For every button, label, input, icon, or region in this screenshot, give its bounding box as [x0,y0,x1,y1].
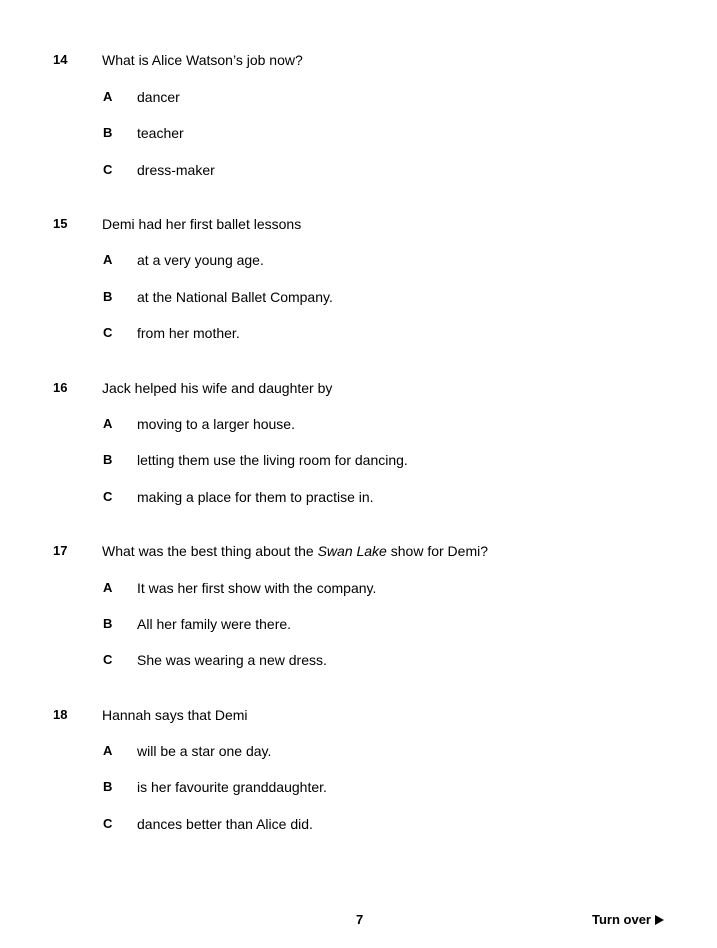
option-b [0,779,717,795]
option-text: It was her first show with the company. [137,580,377,596]
option-a [0,89,717,105]
option-letter: C [103,489,113,504]
question-stem: Demi had her first ballet lessons [102,216,302,232]
option-text: All her family were there. [137,616,292,632]
option-a [0,416,717,432]
option-text: dancer [137,89,180,105]
option-letter: C [103,325,113,340]
option-text: will be a star one day. [137,743,272,759]
question-stem-title: Swan Lake [317,543,387,559]
option-c [0,816,717,832]
question-number: 18 [53,707,68,722]
option-text: is her favourite granddaughter. [137,779,327,795]
option-letter: A [103,89,113,104]
option-text: from her mother. [137,325,240,341]
option-letter: C [103,652,113,667]
option-text: at the National Ballet Company. [137,289,333,305]
option-text: teacher [137,125,184,141]
option-b [0,125,717,141]
option-text: letting them use the living room for dancing. [137,452,408,468]
option-letter: C [103,816,113,831]
option-letter: B [103,289,113,304]
question-stem [102,543,488,559]
option-letter: B [103,452,113,467]
option-a [0,252,717,268]
question-stem-after: show for Demi? [386,543,489,559]
question-number: 16 [53,380,68,395]
option-letter: A [103,416,113,431]
option-a [0,580,717,596]
page-number: 7 [356,912,364,927]
option-letter: A [103,252,113,267]
option-c [0,489,717,505]
option-c [0,652,717,668]
option-letter: C [103,162,113,177]
option-letter: A [103,743,113,758]
option-letter: B [103,779,113,794]
turn-over-text: Turn over [592,912,651,927]
option-c [0,162,717,178]
option-c [0,325,717,341]
option-text: moving to a larger house. [137,416,295,432]
right-arrow-icon [655,915,664,925]
question-number: 15 [53,216,68,231]
option-text: dances better than Alice did. [137,816,313,832]
option-letter: B [103,125,113,140]
question-stem: Hannah says that Demi [102,707,248,723]
question-stem: Jack helped his wife and daughter by [102,380,333,396]
question-stem-before: What was the best thing about the [102,543,318,559]
option-letter: B [103,616,113,631]
option-a [0,743,717,759]
question-stem: What is Alice Watson’s job now? [102,52,303,68]
option-text: She was wearing a new dress. [137,652,327,668]
option-b [0,616,717,632]
option-b [0,289,717,305]
option-text: making a place for them to practise in. [137,489,374,505]
option-letter: A [103,580,113,595]
option-b [0,452,717,468]
option-text: dress-maker [137,162,215,178]
turn-over-label [592,912,664,928]
option-text: at a very young age. [137,252,264,268]
question-number: 14 [53,52,68,67]
question-number: 17 [53,543,68,558]
